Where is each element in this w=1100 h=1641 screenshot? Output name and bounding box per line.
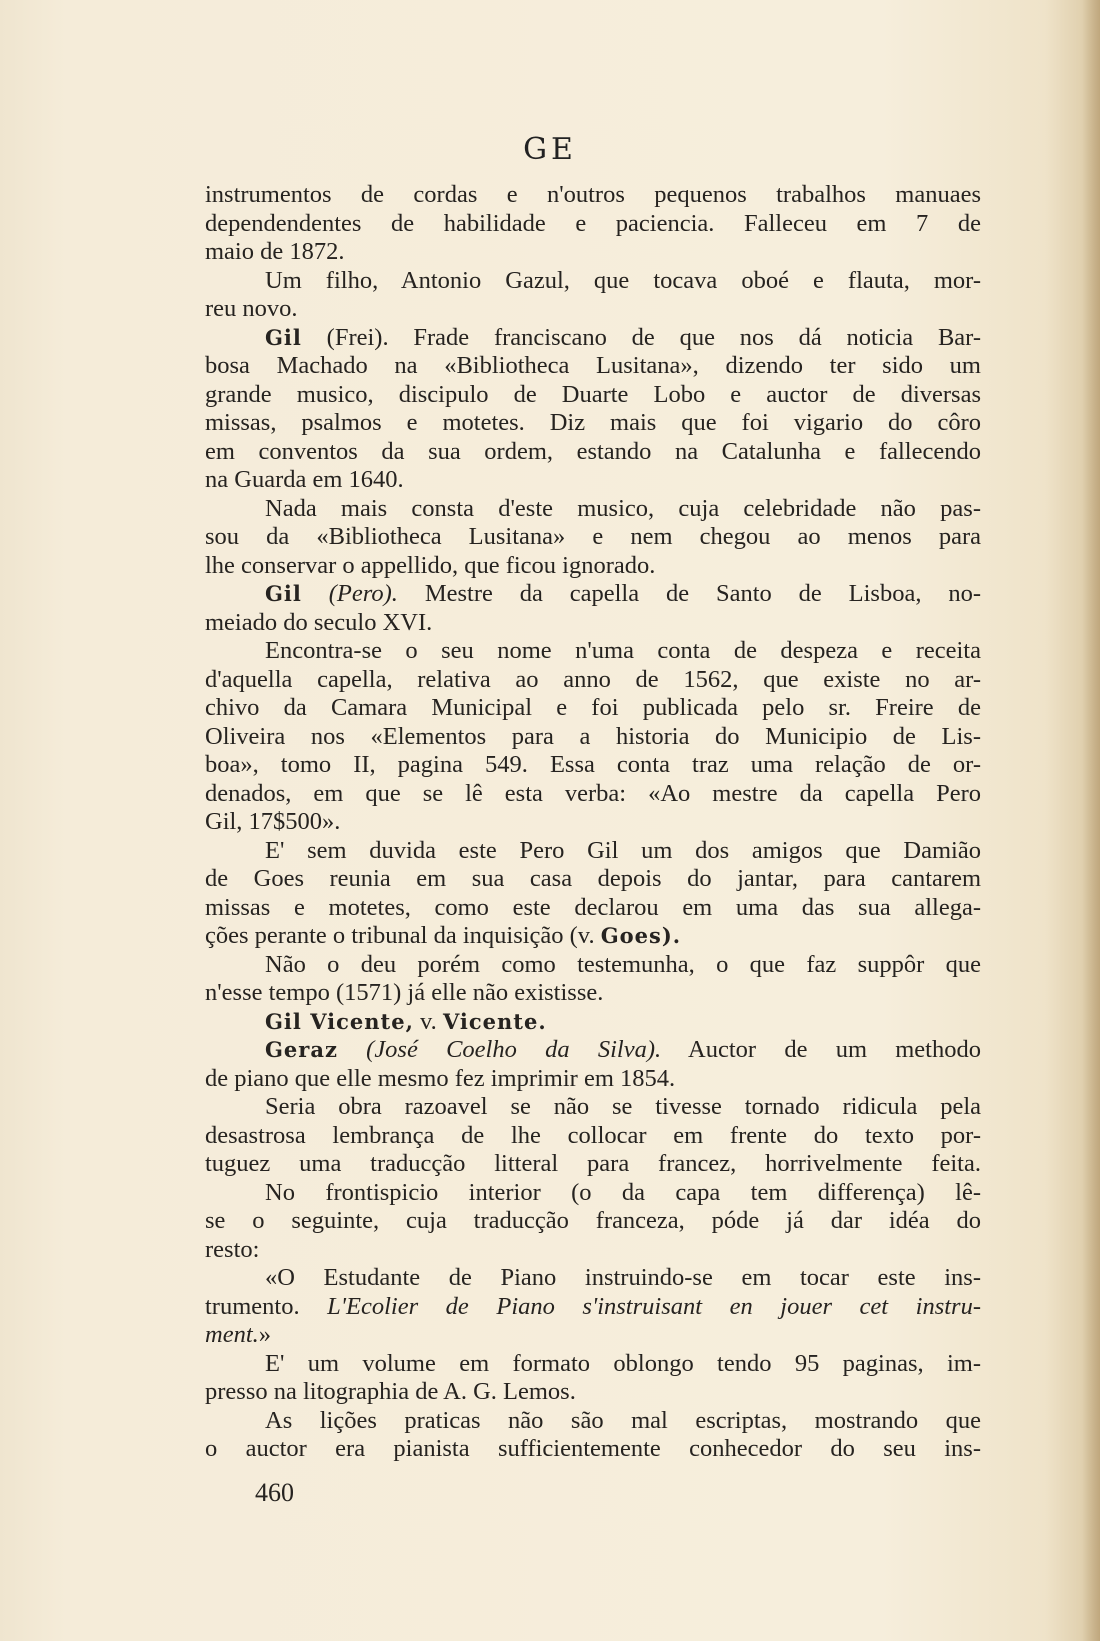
text-line	[205, 210, 981, 239]
line-text: n'esse tempo (1571) já elle não existisse.	[205, 979, 604, 1006]
text-line	[205, 1207, 981, 1236]
text-line	[205, 751, 981, 780]
line-text: Auctor de um methodo	[661, 1036, 981, 1063]
entry-name-italic: (Pero).	[301, 580, 398, 607]
line-text: de piano que elle mesmo fez imprimir em 1854.	[205, 1064, 676, 1092]
line-text: reu novo.	[205, 295, 298, 322]
line-text: bosa Machado na «Bibliotheca Lusitana», dizendo ter sido um	[205, 352, 981, 379]
line-text: (Frei). Frade franciscano de que nos dá noticia Bar-	[301, 323, 981, 351]
text-line	[205, 609, 981, 638]
line-text: E' um volume em formato oblongo tendo 95 paginas, im-	[265, 1349, 981, 1377]
line-text: chivo da Camara Municipal e foi publicada pelo sr. Freire de	[205, 694, 981, 721]
italic-text: L'Ecolier de Piano s'instruisant en jouer cet instru-	[327, 1292, 981, 1320]
line-text: tuguez uma traducção litteral para francez, horrivelmente feita.	[205, 1150, 981, 1177]
line-text: resto:	[205, 1235, 260, 1263]
line-text: Encontra-se o seu nome n'uma conta de despeza e receita	[265, 637, 981, 664]
entry-heading: Geraz	[265, 1037, 338, 1062]
text-line	[205, 466, 981, 495]
text-line	[205, 922, 981, 951]
line-text: v.	[413, 1007, 443, 1035]
cross-reference: Goes).	[600, 923, 682, 948]
line-text: Mestre da capella de Santo de Lisboa, no-	[397, 580, 981, 607]
text-line	[205, 181, 981, 210]
line-text: de Goes reunia em sua casa depois do jantar, para cantarem	[205, 865, 981, 892]
text-line	[205, 267, 981, 296]
line-text: Oliveira nos «Elementos para a historia do Municipio de Lis-	[205, 722, 981, 750]
page-spine-shadow	[1082, 0, 1100, 1641]
text-line	[205, 409, 981, 438]
line-text: ções perante o tribunal da inquisição (v.	[205, 922, 601, 949]
text-line	[205, 666, 981, 695]
page-number: 460	[255, 1478, 294, 1507]
running-header: GE	[523, 132, 577, 167]
line-text: se o seguinte, cuja traducção franceza, póde já dar idéa do	[205, 1207, 981, 1234]
text-line	[205, 324, 981, 353]
line-text: sou da «Bibliotheca Lusitana» e nem chegou ao menos para	[205, 523, 981, 550]
text-line	[205, 951, 981, 980]
cross-reference: Vicente.	[442, 1008, 547, 1034]
text-line	[205, 979, 981, 1008]
text-line	[205, 381, 981, 410]
text-line	[205, 1407, 981, 1436]
text-line	[205, 1293, 981, 1322]
text-line	[205, 1036, 981, 1065]
text-line	[205, 352, 981, 381]
line-text: desastrosa lembrança de lhe collocar em frente do texto por-	[205, 1121, 981, 1149]
line-text: As lições praticas não são mal escriptas, mostrando que	[265, 1406, 981, 1434]
line-text: grande musico, discipulo de Duarte Lobo e auctor de diversas	[205, 380, 981, 408]
text-line	[205, 723, 981, 752]
text-line	[205, 1378, 981, 1407]
line-text: lhe conservar o appellido, que ficou ignorado.	[205, 551, 656, 579]
text-line	[205, 780, 981, 809]
text-line	[205, 438, 981, 467]
line-text-end: »	[258, 1321, 271, 1348]
entry-heading: Gil	[265, 324, 302, 350]
line-text: «O Estudante de Piano instruindo-se em tocar este ins-	[265, 1264, 981, 1291]
line-text: trumento.	[205, 1292, 328, 1320]
text-line	[205, 1321, 981, 1350]
text-line	[205, 694, 981, 723]
line-text: meiado do seculo XVI.	[205, 608, 433, 636]
line-text: Seria obra razoavel se não se tivesse tornado ridicula pela	[265, 1093, 981, 1120]
line-text: E' sem duvida este Pero Gil um dos amigos que Damião	[265, 836, 981, 864]
text-line	[205, 238, 981, 267]
line-text: d'aquella capella, relativa ao anno de 1562, que existe no ar-	[205, 665, 981, 693]
text-line	[205, 894, 981, 923]
text-line	[205, 1008, 981, 1037]
text-line	[205, 1093, 981, 1122]
text-line	[205, 1150, 981, 1179]
text-line	[205, 1065, 981, 1094]
line-text: missas, psalmos e motetes. Diz mais que foi vigario do côro	[205, 409, 981, 436]
line-text: em conventos da sua ordem, estando na Catalunha e fallecendo	[205, 437, 981, 465]
line-text: Um filho, Antonio Gazul, que tocava oboé e flauta, mor-	[265, 266, 981, 294]
text-line	[205, 523, 981, 552]
line-text: denados, em que se lê esta verba: «Ao mestre da capella Pero	[205, 779, 981, 807]
entry-heading: Gil	[265, 581, 302, 606]
line-text: maio de 1872.	[205, 238, 345, 265]
line-text: No frontispicio interior (o da capa tem differença) lê-	[265, 1178, 981, 1206]
line-text: missas e motetes, como este declarou em uma das sua allega-	[205, 893, 981, 921]
entry-name-italic: (José Coelho da Silva).	[337, 1036, 662, 1063]
italic-text: ment.	[205, 1321, 259, 1348]
text-line	[205, 495, 981, 524]
text-line	[205, 1350, 981, 1379]
text-line	[205, 552, 981, 581]
text-line	[205, 865, 981, 894]
line-text: dependendentes de habilidade e paciencia. Falleceu em 7 de	[205, 209, 981, 237]
text-line	[205, 808, 981, 837]
text-line	[205, 1122, 981, 1151]
line-text: instrumentos de cordas e n'outros pequenos trabalhos manuaes	[205, 181, 981, 208]
text-line	[205, 837, 981, 866]
line-text: o auctor era pianista sufficientemente conhecedor do seu ins-	[205, 1435, 981, 1462]
line-text: presso na litographia de A. G. Lemos.	[205, 1378, 576, 1405]
text-line	[205, 1236, 981, 1265]
text-line	[205, 637, 981, 666]
text-line	[205, 1179, 981, 1208]
line-text: Gil, 17$500».	[205, 808, 341, 835]
entry-heading: Gil Vicente,	[265, 1008, 414, 1034]
line-text: na Guarda em 1640.	[205, 466, 404, 493]
text-line	[205, 295, 981, 324]
line-text: boa», tomo II, pagina 549. Essa conta traz uma relação de or-	[205, 751, 981, 778]
line-text: Nada mais consta d'este musico, cuja celebridade não pas-	[265, 494, 981, 522]
text-line	[205, 1264, 981, 1293]
text-line	[205, 1435, 981, 1464]
body-text	[205, 181, 981, 1464]
text-line	[205, 580, 981, 609]
line-text: Não o deu porém como testemunha, o que faz suppôr que	[265, 950, 981, 978]
